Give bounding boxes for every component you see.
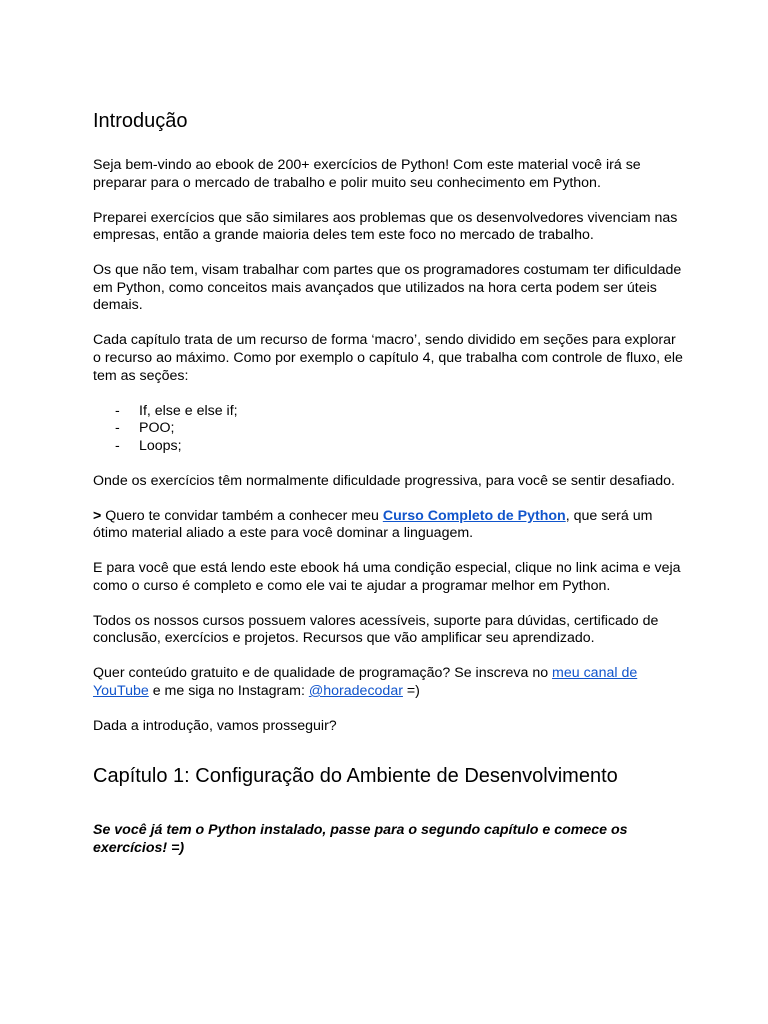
intro-paragraph-1: Seja bem-vindo ao ebook de 200+ exercícios de Python! Com este material você irá se preparar para o mercado de trabalho e polir muito seu conhecimento em Python. <box>93 157 641 191</box>
intro-paragraph-2: Preparei exercícios que são similares aos problemas que os desenvolvedores vivenciam nas empresas, então a grande maioria deles tem este foco no mercado de trabalho. <box>93 209 678 244</box>
intro-paragraph-10: Dada a introdução, vamos prosseguir? <box>93 717 337 734</box>
intro-paragraph-8: Todos os nossos cursos possuem valores acessíveis, suporte para dúvidas, certificado de conclusão, exercícios e projetos. Recursos que vão amplificar seu aprendizado. <box>93 612 659 647</box>
course-invite-paragraph <box>93 508 683 543</box>
intro-paragraph-3: Os que não tem, visam trabalhar com partes que os programadores costumam ter dificuldade em Python, como conceitos mais avançados que utilizados na hora certa podem ser úteis demais. <box>93 262 682 314</box>
list-dash: - <box>115 402 120 419</box>
course-link[interactable]: Curso Completo de Python <box>382 507 566 524</box>
social-paragraph <box>93 665 683 700</box>
instagram-link[interactable]: @horadecodar <box>308 682 403 699</box>
chapter-1-heading: Capítulo 1: Configuração do Ambiente de Desenvolvimento <box>93 765 618 787</box>
intro-paragraph-7: E para você que está lendo este ebook há uma condição especial, clique no link acima e veja como o curso é completo e como ele vai te ajudar a programar melhor em Python. <box>93 560 681 594</box>
list-dash: - <box>115 437 120 454</box>
intro-heading: Introdução <box>93 110 188 132</box>
list-item <box>93 438 683 456</box>
social-text-after: =) <box>402 682 420 699</box>
social-text-before: Quer conteúdo gratuito e de qualidade de programação? Se inscreva no <box>93 665 553 682</box>
chapter-1-note: Se você já tem o Python instalado, passe para o segundo capítulo e comece os exercícios! =) <box>93 822 628 856</box>
youtube-channel-link[interactable]: meu canal de YouTube <box>93 665 638 699</box>
list-item-text: If, else e else if; <box>139 402 238 419</box>
list-item-text: Loops; <box>139 437 182 454</box>
list-item <box>93 420 683 438</box>
intro-paragraph-5: Onde os exercícios têm normalmente dificuldade progressiva, para você se sentir desafiado. <box>93 472 675 489</box>
arrow-marker: > <box>93 507 102 524</box>
intro-body <box>93 157 683 753</box>
list-item <box>93 403 683 421</box>
list-item-text: POO; <box>139 420 175 437</box>
course-invite-text-before: Quero te convidar também a conhecer meu <box>101 507 383 524</box>
sections-list <box>93 403 683 456</box>
intro-paragraph-4: Cada capítulo trata de um recurso de forma ‘macro’, sendo dividido em seções para explorar o recurso ao máximo. Como por exemplo o capítulo 4, que trabalha com controle de fluxo, ele tem as seções: <box>93 332 683 384</box>
list-dash: - <box>115 420 120 437</box>
course-invite-text-after: , que será um ótimo material aliado a este para você dominar a linguagem. <box>93 507 653 542</box>
social-text-middle: e me siga no Instagram: <box>148 682 309 699</box>
